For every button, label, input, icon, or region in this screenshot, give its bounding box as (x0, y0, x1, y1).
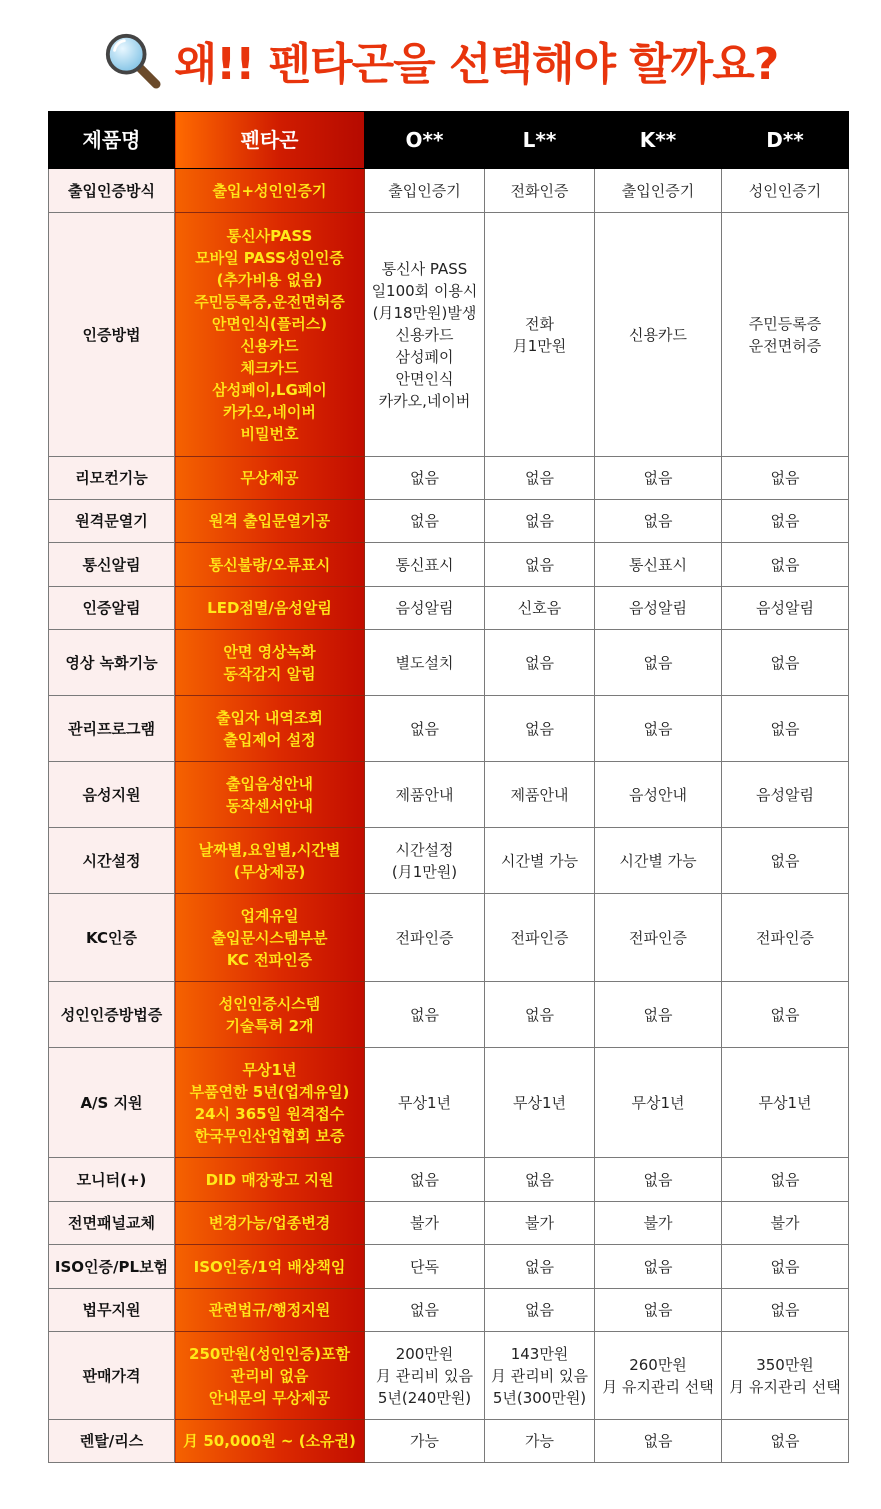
cell-line: 200만원 (395, 1344, 454, 1363)
cell-line: 전파인증 (510, 928, 569, 947)
cell-line: 없음 (410, 469, 439, 487)
cell-line: 업계유일 (240, 906, 299, 925)
pentagon-cell (175, 169, 365, 213)
o-cell (365, 1202, 485, 1245)
cell-line: 月 50,000원 ~ (소유권) (183, 1432, 356, 1450)
cell-line: 5년(240만원) (377, 1388, 472, 1407)
k-cell (595, 587, 722, 630)
row-label: A/S 지원 (49, 1048, 175, 1158)
table-row (49, 1289, 849, 1332)
cell-line: 카카오,네이버 (378, 391, 471, 410)
l-cell (485, 696, 595, 762)
row-label: 인증알림 (49, 587, 175, 630)
cell-line: 삼성페이,LG페이 (212, 380, 327, 399)
cell-line: 350만원 (756, 1355, 814, 1374)
cell-line: 출입제어 설정 (223, 730, 316, 749)
pentagon-cell (175, 213, 365, 457)
pentagon-cell (175, 1332, 365, 1420)
cell-line: 기술특허 2개 (225, 1016, 314, 1035)
cell-line: 신용카드 (395, 325, 454, 344)
cell-line: 전파인증 (629, 928, 687, 947)
cell-line: 없음 (525, 512, 554, 530)
table-row (49, 1158, 849, 1202)
d-cell (722, 1420, 849, 1463)
cell-line: 전화인증 (510, 181, 569, 200)
cell-line: 없음 (643, 1301, 673, 1319)
cell-line: 5년(300만원) (492, 1388, 587, 1407)
cell-line: 없음 (770, 512, 800, 530)
row-label: 음성지원 (49, 762, 175, 828)
pentagon-cell (175, 894, 365, 982)
table-row (49, 762, 849, 828)
pentagon-cell (175, 500, 365, 543)
cell-line: 없음 (410, 1005, 439, 1024)
cell-line: 24시 365일 원격접수 (194, 1104, 345, 1123)
cell-line: 출입문시스템부분 (211, 928, 328, 947)
table-header-row (49, 112, 849, 169)
o-cell (365, 1245, 485, 1289)
cell-line: 가능 (410, 1432, 439, 1450)
l-cell (485, 500, 595, 543)
k-cell (595, 1420, 722, 1463)
table-row (49, 500, 849, 543)
cell-line: 없음 (770, 1170, 800, 1189)
k-cell (595, 169, 722, 213)
column-header: 제품명 (49, 112, 175, 169)
cell-line: 별도설치 (395, 653, 454, 672)
cell-line: (月18만원)발생 (372, 303, 477, 322)
cell-line: ISO인증/1억 배상책임 (193, 1257, 346, 1276)
cell-line: 통신불량/오류표시 (208, 555, 331, 574)
k-cell (595, 1158, 722, 1202)
row-label: 시간설정 (49, 828, 175, 894)
table-row (49, 213, 849, 457)
cell-line: 무상제공 (240, 469, 299, 487)
cell-line: 불가 (525, 1214, 554, 1232)
page-title-bar (0, 28, 881, 92)
cell-line: 모바일 PASS성인인증 (195, 248, 344, 267)
cell-line: 동작센서안내 (226, 796, 313, 815)
cell-line: 없음 (410, 512, 439, 530)
table-row (49, 1048, 849, 1158)
cell-line: 음성안내 (629, 785, 687, 804)
k-cell (595, 1332, 722, 1420)
row-label: 판매가격 (49, 1332, 175, 1420)
l-cell (485, 982, 595, 1048)
cell-line: 없음 (643, 1005, 673, 1024)
d-cell (722, 630, 849, 696)
cell-line: 전화 (525, 314, 554, 333)
cell-line: 무상1년 (758, 1093, 812, 1112)
pentagon-cell (175, 1048, 365, 1158)
row-label: 렌탈/리스 (49, 1420, 175, 1463)
row-label: 성인인증방법증 (49, 982, 175, 1048)
cell-line: 없음 (410, 1170, 439, 1189)
cell-line: 안면인식 (395, 369, 454, 388)
cell-line: 일100회 이용시 (371, 281, 478, 300)
pentagon-cell (175, 762, 365, 828)
cell-line: 143만원 (510, 1344, 569, 1363)
d-cell (722, 1289, 849, 1332)
l-cell (485, 630, 595, 696)
k-cell (595, 1202, 722, 1245)
k-cell (595, 1289, 722, 1332)
cell-line: 250만원(성인인증)포함 (189, 1344, 350, 1363)
cell-line: 단독 (410, 1257, 439, 1276)
cell-line: 없음 (770, 653, 800, 672)
o-cell (365, 543, 485, 587)
row-label: KC인증 (49, 894, 175, 982)
l-cell (485, 169, 595, 213)
table-row (49, 1202, 849, 1245)
cell-line: DID 매장광고 지원 (205, 1170, 334, 1189)
cell-line: 성인인증기 (748, 181, 822, 200)
cell-line: 출입음성안내 (226, 774, 313, 793)
o-cell (365, 828, 485, 894)
cell-line: 변경가능/업종변경 (208, 1214, 331, 1232)
pentagon-cell (175, 1202, 365, 1245)
table-row (49, 1332, 849, 1420)
o-cell (365, 457, 485, 500)
row-label: 관리프로그램 (49, 696, 175, 762)
pentagon-cell (175, 457, 365, 500)
cell-line: 무상1년 (512, 1093, 566, 1112)
d-cell (722, 1332, 849, 1420)
cell-line: 출입+성인인증기 (212, 181, 327, 200)
k-cell (595, 828, 722, 894)
cell-line: 없음 (643, 719, 673, 738)
cell-line: 가능 (525, 1432, 554, 1450)
row-label: 통신알림 (49, 543, 175, 587)
cell-line: 없음 (643, 1432, 673, 1450)
cell-line: 없음 (770, 1301, 800, 1319)
d-cell (722, 1048, 849, 1158)
cell-line: 260만원 (629, 1355, 687, 1374)
cell-line: 없음 (643, 1170, 673, 1189)
cell-line: 없음 (770, 1005, 800, 1024)
pentagon-cell (175, 1420, 365, 1463)
cell-line: 月1만원 (512, 336, 567, 355)
k-cell (595, 1245, 722, 1289)
o-cell (365, 982, 485, 1048)
cell-line: 없음 (525, 653, 554, 672)
cell-line: 없음 (643, 1257, 673, 1276)
o-cell (365, 630, 485, 696)
k-cell (595, 457, 722, 500)
table-row (49, 1420, 849, 1463)
pentagon-cell (175, 696, 365, 762)
l-cell (485, 1048, 595, 1158)
pentagon-cell (175, 828, 365, 894)
cell-line: 없음 (643, 512, 673, 530)
column-header: K** (595, 112, 722, 169)
cell-line: 전파인증 (395, 928, 454, 947)
d-cell (722, 457, 849, 500)
k-cell (595, 762, 722, 828)
cell-line: 통신표시 (629, 555, 687, 574)
row-label: 법무지원 (49, 1289, 175, 1332)
cell-line: 시간별 가능 (619, 851, 697, 870)
cell-line: 운전면허증 (748, 336, 822, 355)
cell-line: 주민등록증,운전면허증 (194, 292, 345, 311)
o-cell (365, 1158, 485, 1202)
cell-line: 없음 (770, 719, 800, 738)
pentagon-cell (175, 1158, 365, 1202)
cell-line: 음성알림 (629, 599, 687, 617)
cell-line: 출입인증기 (621, 181, 695, 200)
cell-line: 전파인증 (756, 928, 814, 947)
cell-line: 없음 (525, 1301, 554, 1319)
cell-line: 음성알림 (756, 785, 814, 804)
cell-line: 주민등록증 (748, 314, 822, 333)
cell-line: 없음 (770, 1257, 800, 1276)
cell-line: 관리비 없음 (230, 1366, 309, 1385)
d-cell (722, 1158, 849, 1202)
cell-line: 제품안내 (510, 785, 569, 804)
d-cell (722, 828, 849, 894)
column-header: D** (722, 112, 849, 169)
cell-line: 출입자 내역조회 (216, 708, 323, 727)
cell-line: 통신사PASS (226, 226, 313, 245)
o-cell (365, 1332, 485, 1420)
cell-line: 제품안내 (395, 785, 454, 804)
k-cell (595, 630, 722, 696)
cell-line: 없음 (643, 469, 673, 487)
d-cell (722, 982, 849, 1048)
table-row (49, 587, 849, 630)
d-cell (722, 894, 849, 982)
magnifier-icon (103, 31, 161, 89)
cell-line: 안면 영상녹화 (223, 642, 316, 661)
l-cell (485, 587, 595, 630)
cell-line: 동작감지 알림 (223, 664, 316, 683)
d-cell (722, 500, 849, 543)
o-cell (365, 696, 485, 762)
cell-line: 성인인증시스템 (218, 994, 321, 1013)
table-row (49, 543, 849, 587)
cell-line: 원격 출입문열기공 (208, 512, 331, 530)
cell-line: 月 관리비 있음 (491, 1366, 588, 1385)
cell-line: 없음 (525, 469, 554, 487)
cell-line: 없음 (525, 1170, 554, 1189)
pentagon-cell (175, 630, 365, 696)
d-cell (722, 169, 849, 213)
l-cell (485, 1332, 595, 1420)
o-cell (365, 169, 485, 213)
cell-line: (月1만원) (391, 862, 458, 881)
cell-line: 없음 (525, 1005, 554, 1024)
pentagon-cell (175, 982, 365, 1048)
d-cell (722, 213, 849, 457)
cell-line: 관련법규/행정지원 (208, 1301, 331, 1319)
cell-line: 음성알림 (756, 599, 814, 617)
cell-line: (추가비용 없음) (216, 270, 323, 289)
cell-line: 무상1년 (631, 1093, 685, 1112)
row-label: 리모컨기능 (49, 457, 175, 500)
cell-line: 없음 (410, 1301, 439, 1319)
column-header-pentagon: 펜타곤 (175, 112, 365, 169)
cell-line: 무상1년 (397, 1093, 451, 1112)
d-cell (722, 762, 849, 828)
cell-line: 음성알림 (395, 599, 454, 617)
cell-line: 시간별 가능 (500, 851, 579, 870)
k-cell (595, 500, 722, 543)
column-header: O** (365, 112, 485, 169)
d-cell (722, 1202, 849, 1245)
l-cell (485, 1158, 595, 1202)
cell-line: 月 관리비 있음 (376, 1366, 473, 1385)
cell-line: 없음 (770, 469, 800, 487)
table-row (49, 828, 849, 894)
table-row (49, 457, 849, 500)
cell-line: 없음 (770, 555, 800, 574)
pentagon-cell (175, 1245, 365, 1289)
cell-line: 출입인증기 (388, 181, 461, 200)
table-row (49, 630, 849, 696)
table-row (49, 894, 849, 982)
o-cell (365, 587, 485, 630)
cell-line: 체크카드 (240, 358, 299, 377)
d-cell (722, 587, 849, 630)
k-cell (595, 213, 722, 457)
row-label: ISO인증/PL보험 (49, 1245, 175, 1289)
table-row (49, 982, 849, 1048)
cell-line: 한국무인산업협회 보증 (194, 1126, 345, 1145)
pentagon-cell (175, 543, 365, 587)
table-row (49, 1245, 849, 1289)
row-label: 인증방법 (49, 213, 175, 457)
pentagon-cell (175, 587, 365, 630)
cell-line: 통신사 PASS (381, 259, 468, 278)
l-cell (485, 762, 595, 828)
cell-line: 안면인식(플러스) (211, 314, 328, 333)
l-cell (485, 1245, 595, 1289)
cell-line: 카카오,네이버 (223, 402, 316, 421)
o-cell (365, 762, 485, 828)
l-cell (485, 894, 595, 982)
o-cell (365, 894, 485, 982)
k-cell (595, 1048, 722, 1158)
k-cell (595, 543, 722, 587)
o-cell (365, 1289, 485, 1332)
l-cell (485, 1289, 595, 1332)
l-cell (485, 543, 595, 587)
o-cell (365, 1048, 485, 1158)
row-label: 모니터(+) (49, 1158, 175, 1202)
cell-line: 月 유지관리 선택 (729, 1377, 841, 1396)
cell-line: 불가 (410, 1214, 439, 1232)
cell-line: 날짜별,요일별,시간별 (198, 840, 341, 859)
cell-line: 안내문의 무상제공 (208, 1388, 331, 1407)
l-cell (485, 1420, 595, 1463)
cell-line: 시간설정 (395, 840, 454, 859)
l-cell (485, 457, 595, 500)
page-title: 왜!! 펜타곤을 선택해야 할까요? (174, 39, 779, 90)
l-cell (485, 1202, 595, 1245)
cell-line: 없음 (525, 555, 554, 574)
row-label: 원격문열기 (49, 500, 175, 543)
cell-line: 불가 (770, 1214, 800, 1232)
table-row (49, 696, 849, 762)
cell-line: 없음 (643, 653, 673, 672)
cell-line: 없음 (525, 1257, 554, 1276)
cell-line: 없음 (770, 851, 800, 870)
cell-line: 불가 (643, 1214, 673, 1232)
k-cell (595, 982, 722, 1048)
column-header: L** (485, 112, 595, 169)
d-cell (722, 543, 849, 587)
d-cell (722, 1245, 849, 1289)
row-label: 출입인증방식 (49, 169, 175, 213)
k-cell (595, 894, 722, 982)
l-cell (485, 213, 595, 457)
cell-line: 무상1년 (242, 1060, 297, 1079)
cell-line: 부품연한 5년(업계유일) (189, 1082, 350, 1101)
row-label: 영상 녹화기능 (49, 630, 175, 696)
d-cell (722, 696, 849, 762)
o-cell (365, 1420, 485, 1463)
cell-line: (무상제공) (233, 862, 306, 881)
cell-line: 없음 (410, 719, 439, 738)
cell-line: 신용카드 (629, 325, 687, 344)
o-cell (365, 500, 485, 543)
cell-line: 없음 (770, 1432, 800, 1450)
cell-line: 신호음 (517, 599, 562, 617)
pentagon-cell (175, 1289, 365, 1332)
cell-line: 신용카드 (240, 336, 299, 355)
cell-line: 月 유지관리 선택 (602, 1377, 714, 1396)
cell-line: 없음 (525, 719, 554, 738)
comparison-table (48, 111, 849, 1463)
table-row (49, 169, 849, 213)
o-cell (365, 213, 485, 457)
cell-line: LED점멸/음성알림 (207, 599, 332, 617)
cell-line: 비밀번호 (240, 424, 299, 443)
cell-line: 통신표시 (395, 555, 454, 574)
cell-line: 삼성페이 (395, 347, 454, 366)
row-label: 전면패널교체 (49, 1202, 175, 1245)
l-cell (485, 828, 595, 894)
k-cell (595, 696, 722, 762)
cell-line: KC 전파인증 (226, 950, 313, 969)
